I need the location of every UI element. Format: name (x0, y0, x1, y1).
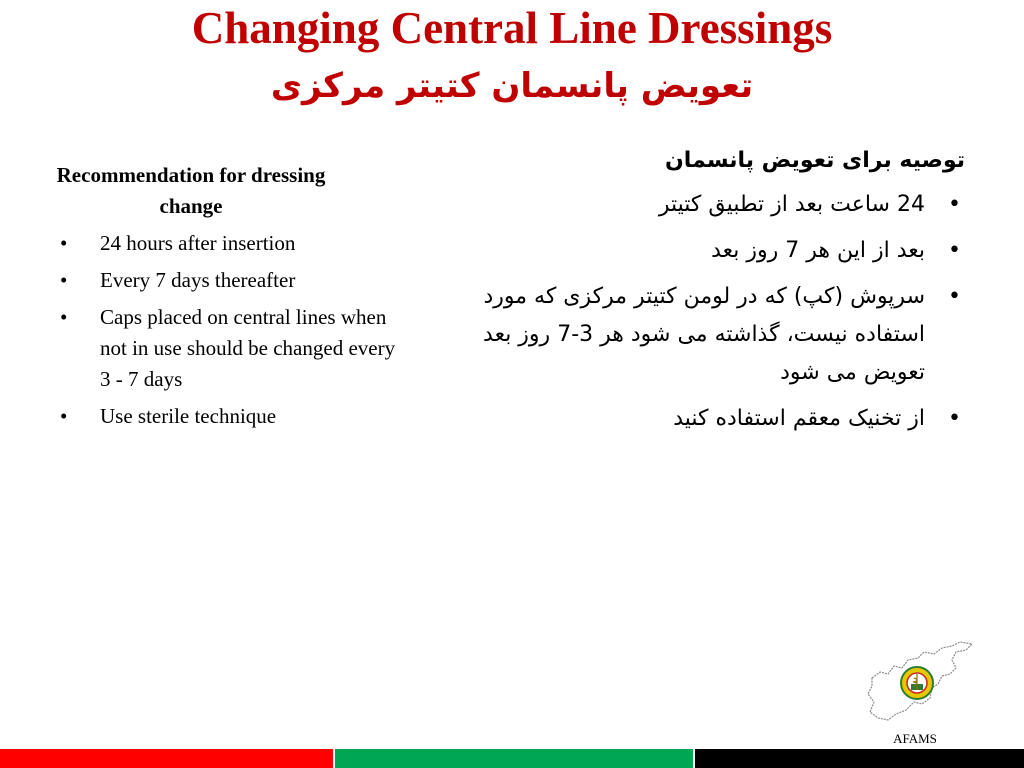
list-item (430, 400, 965, 438)
list-item-text: Use sterile technique (100, 404, 277, 428)
bullet-icon: • (948, 192, 961, 217)
list-item-text: Caps placed on central lines when not in use should be changed every 3 - 7 days (100, 305, 396, 391)
page-title-persian: تعویض پانسمان کتیتر مرکزی (270, 66, 754, 106)
list-item (430, 186, 965, 224)
bullet-icon: • (60, 268, 68, 292)
list-item-text: 24 ساعت بعد از تطبیق کتیتر (658, 192, 925, 217)
persian-bullet-list (430, 186, 965, 438)
english-bullet-list (56, 228, 401, 432)
page-title: Changing Central Line Dressings (191, 3, 833, 53)
flag-stripe-green (335, 749, 693, 768)
list-item (430, 232, 965, 270)
flag-stripe-footer (0, 749, 1024, 768)
bullet-icon: • (948, 238, 961, 263)
persian-heading: توصیه برای تعویض پانسمان (665, 148, 965, 173)
list-item-text: 24 hours after insertion (100, 231, 296, 255)
afghanistan-map-logo-icon (862, 638, 977, 730)
afams-logo-text: AFAMS (893, 731, 937, 746)
english-heading: Recommendation for dressing change (56, 163, 326, 218)
bullet-icon: • (60, 231, 68, 255)
list-item (430, 278, 965, 392)
list-item (56, 401, 401, 432)
list-item (56, 302, 401, 395)
flag-stripe-red (0, 749, 333, 768)
flag-stripe-black (695, 749, 1024, 768)
list-item (56, 265, 401, 296)
bullet-icon: • (948, 284, 961, 309)
list-item-text: سرپوش (کپ) که در لومن کتیتر مرکزی که مورد استفاده نیست، گذاشته می شود هر 3-7 روز بعد تعویض می شود (483, 284, 925, 385)
bullet-icon: • (60, 305, 68, 329)
list-item-text: از تخنیک معقم استفاده کنید (673, 406, 925, 431)
english-column (56, 160, 401, 438)
list-item-text: بعد از این هر 7 روز بعد (711, 238, 925, 263)
bullet-icon: • (948, 406, 961, 431)
list-item (56, 228, 401, 259)
bullet-icon: • (60, 404, 68, 428)
list-item-text: Every 7 days thereafter (100, 268, 296, 292)
persian-column (430, 142, 965, 446)
